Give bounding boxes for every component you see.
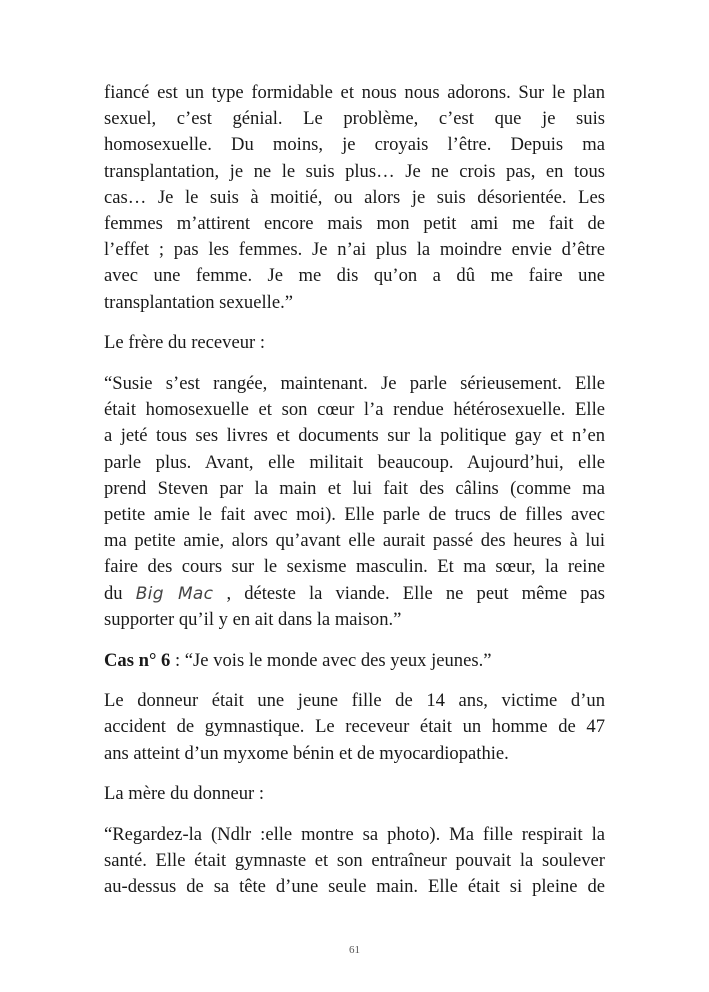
paragraph-1 <box>104 80 605 316</box>
text-line: Le donneur était une jeune fille de 14 ans, victime d’un <box>104 690 605 712</box>
text-line: cas… Je le suis à moitié, ou alors je suis désorientée. Les <box>104 186 605 208</box>
text-line-with-italic <box>104 581 605 607</box>
italic-title: Big Mac <box>135 583 214 604</box>
text-line: parle plus. Avant, elle militait beaucoup. Aujourd’hui, elle <box>104 451 605 473</box>
text-fragment: du <box>104 582 123 604</box>
paragraph-5 <box>104 688 605 767</box>
text-fragment: , déteste la viande. Elle ne peut même pas <box>226 582 605 604</box>
page-body <box>104 80 605 915</box>
case-quote: : “Je vois le monde avec des yeux jeunes.” <box>170 649 492 671</box>
text-line: santé. Elle était gymnaste et son entraîneur pouvait la soulever <box>104 850 605 872</box>
text-line: sexuel, c’est génial. Le problème, c’est que je suis <box>104 108 605 130</box>
text-line: prend Steven par la main et lui fait des câlins (comme ma <box>104 477 605 499</box>
text-line: accident de gymnastique. Le receveur était un homme de 47 <box>104 716 605 738</box>
text-line: ans atteint d’un myxome bénin et de myocardiopathie. <box>104 742 509 764</box>
text-line: transplantation sexuelle.” <box>104 291 293 313</box>
text-line: femmes m’attirent encore mais mon petit ami me fait de <box>104 213 605 235</box>
text-line: au-dessus de sa tête d’une seule main. Elle était si pleine de <box>104 876 605 898</box>
text-line: fiancé est un type formidable et nous nous adorons. Sur le plan <box>104 82 605 103</box>
text-line: La mère du donneur : <box>104 783 265 805</box>
text-line: “Regardez-la (Ndlr :elle montre sa photo). Ma fille respirait la <box>104 824 605 846</box>
paragraph-7 <box>104 822 605 901</box>
text-line: l’effet ; pas les femmes. Je n’ai plus la moindre envie d’être <box>104 239 605 261</box>
text-line: homosexuelle. Du moins, je croyais l’être. Depuis ma <box>104 134 605 156</box>
paragraph-6 <box>104 781 605 807</box>
text-line: supporter qu’il y en ait dans la maison.” <box>104 608 402 630</box>
text-line <box>104 648 605 674</box>
text-line: “Susie s’est rangée, maintenant. Je parle sérieusement. Elle <box>104 373 605 395</box>
text-line: a jeté tous ses livres et documents sur la politique gay et n’en <box>104 425 605 447</box>
text-line: ma petite amie, alors qu’avant elle aurait passé des heures à lui <box>104 530 605 552</box>
case-heading <box>104 648 605 674</box>
page-number: 61 <box>349 944 360 956</box>
text-line: Le frère du receveur : <box>104 332 266 354</box>
paragraph-2 <box>104 330 605 356</box>
paragraph-3 <box>104 371 605 633</box>
text-line: transplantation, je ne le suis plus… Je ne crois pas, en tous <box>104 160 605 182</box>
text-line: petite amie le fait avec moi). Elle parle de trucs de filles avec <box>104 504 605 526</box>
text-line: avec une femme. Je me dis qu’on a dû me faire une <box>104 265 605 287</box>
text-line: était homosexuelle et son cœur l’a rendue hétérosexuelle. Elle <box>104 399 605 421</box>
case-number: Cas n° 6 <box>104 649 171 671</box>
text-line: faire des cours sur le sexisme masculin. Et ma sœur, la reine <box>104 556 605 578</box>
